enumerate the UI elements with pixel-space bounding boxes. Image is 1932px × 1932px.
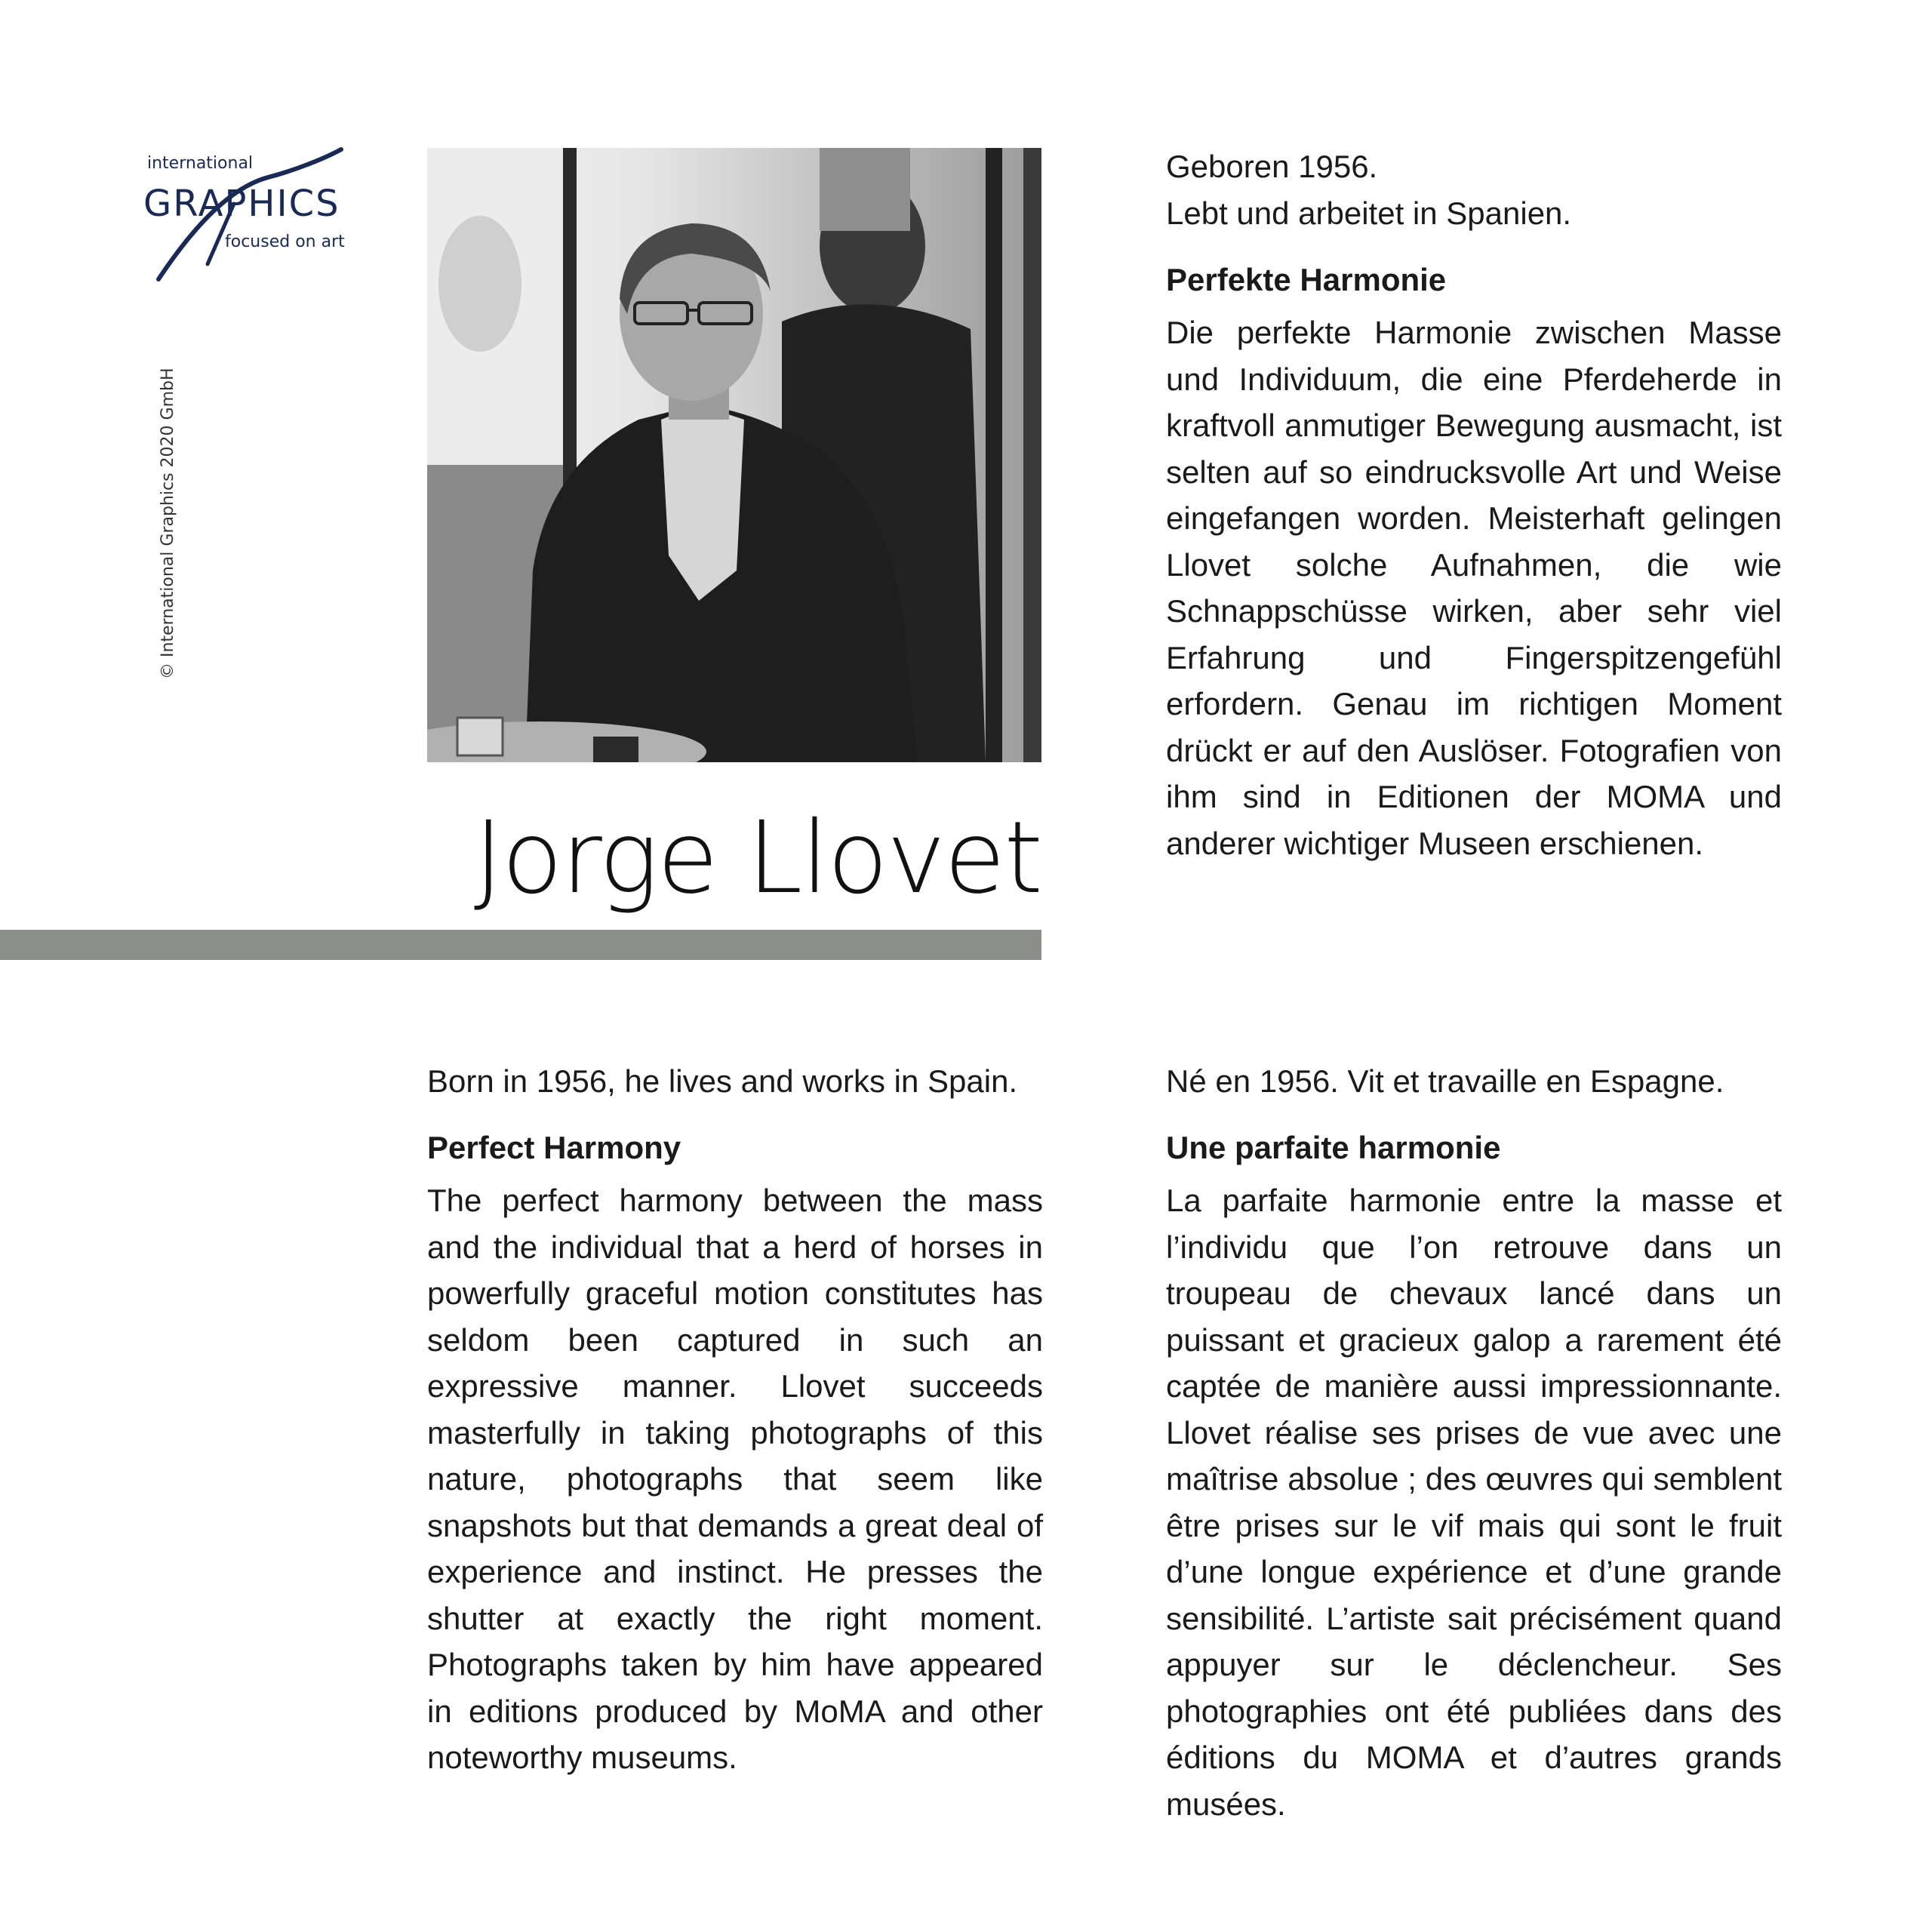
english-text-column [427, 1058, 1043, 1781]
german-intro [1166, 143, 1782, 237]
german-intro-line: Lebt und arbeitet in Spanien. [1166, 195, 1572, 231]
logo-top-text: international [147, 154, 254, 173]
german-heading: Perfekte Harmonie [1166, 262, 1447, 297]
logo-bottom-text: focused on art [225, 232, 345, 251]
french-body: La parfaite harmonie entre la masse et l’individu que l’on retrouve dans un troupeau de chevaux lancé dans un puissant et gracieux galop a rarement été captée de manière aussi impressionnante. Llovet réalise ses prises de vue avec une maîtrise absolue ; des œuvres qui semblent être prises sur le vif mais qui sont le fruit d’une longue expérience et d’une grande sensibilité. L’artiste sait précisément quand appuyer sur le déclencheur. Ses photographies ont été publiées dans des éditions du MOMA et d’autres grands musées. [1166, 1183, 1782, 1822]
french-intro [1166, 1058, 1782, 1105]
german-text-column [1166, 143, 1782, 866]
french-text-column [1166, 1058, 1782, 1827]
french-heading: Une parfaite harmonie [1166, 1130, 1501, 1165]
publisher-logo [143, 143, 355, 287]
french-intro-line: Né en 1956. Vit et travaille en Espagne. [1166, 1063, 1724, 1099]
english-heading: Perfect Harmony [427, 1130, 681, 1165]
logo-main-text: GRAPHICS [143, 183, 340, 225]
english-body: The perfect harmony between the mass and the individual that a herd of horses in powerfully graceful motion constitutes has seldom been captured in such an expressive manner. Llovet succeeds masterfully in taking photographs of this nature, photographs that seem like snapshots but that demands a great deal of experience and instinct. He presses the shutter at exactly the right moment. Photographs taken by him have appeared in editions produced by MoMA and other noteworthy museums. [427, 1183, 1043, 1775]
english-intro [427, 1058, 1043, 1105]
artist-name: Jorge Llovet [473, 800, 1041, 916]
copyright-notice: © International Graphics 2020 GmbH [158, 368, 177, 679]
english-intro-line: Born in 1956, he lives and works in Spain. [427, 1063, 1018, 1099]
portrait-image [427, 148, 1041, 762]
artist-portrait-photo [427, 148, 1041, 762]
german-intro-line: Geboren 1956. [1166, 149, 1378, 184]
accent-bar [0, 930, 1041, 960]
german-body: Die perfekte Harmonie zwischen Masse und Individuum, die eine Pferdeherde in kraftvoll anmutiger Bewegung ausmacht, ist selten auf so eindrucksvolle Art und Weise eingefangen worden. Meisterhaft gelingen Llovet solche Aufnahmen, die wie Schnappschüsse wirken, aber sehr viel Erfahrung und Fingerspitzengefühl erfordern. Genau im richtigen Moment drückt er auf den Auslöser. Fotografien von ihm sind in Editionen der MOMA und anderer wichtiger Museen erschienen. [1166, 315, 1782, 861]
